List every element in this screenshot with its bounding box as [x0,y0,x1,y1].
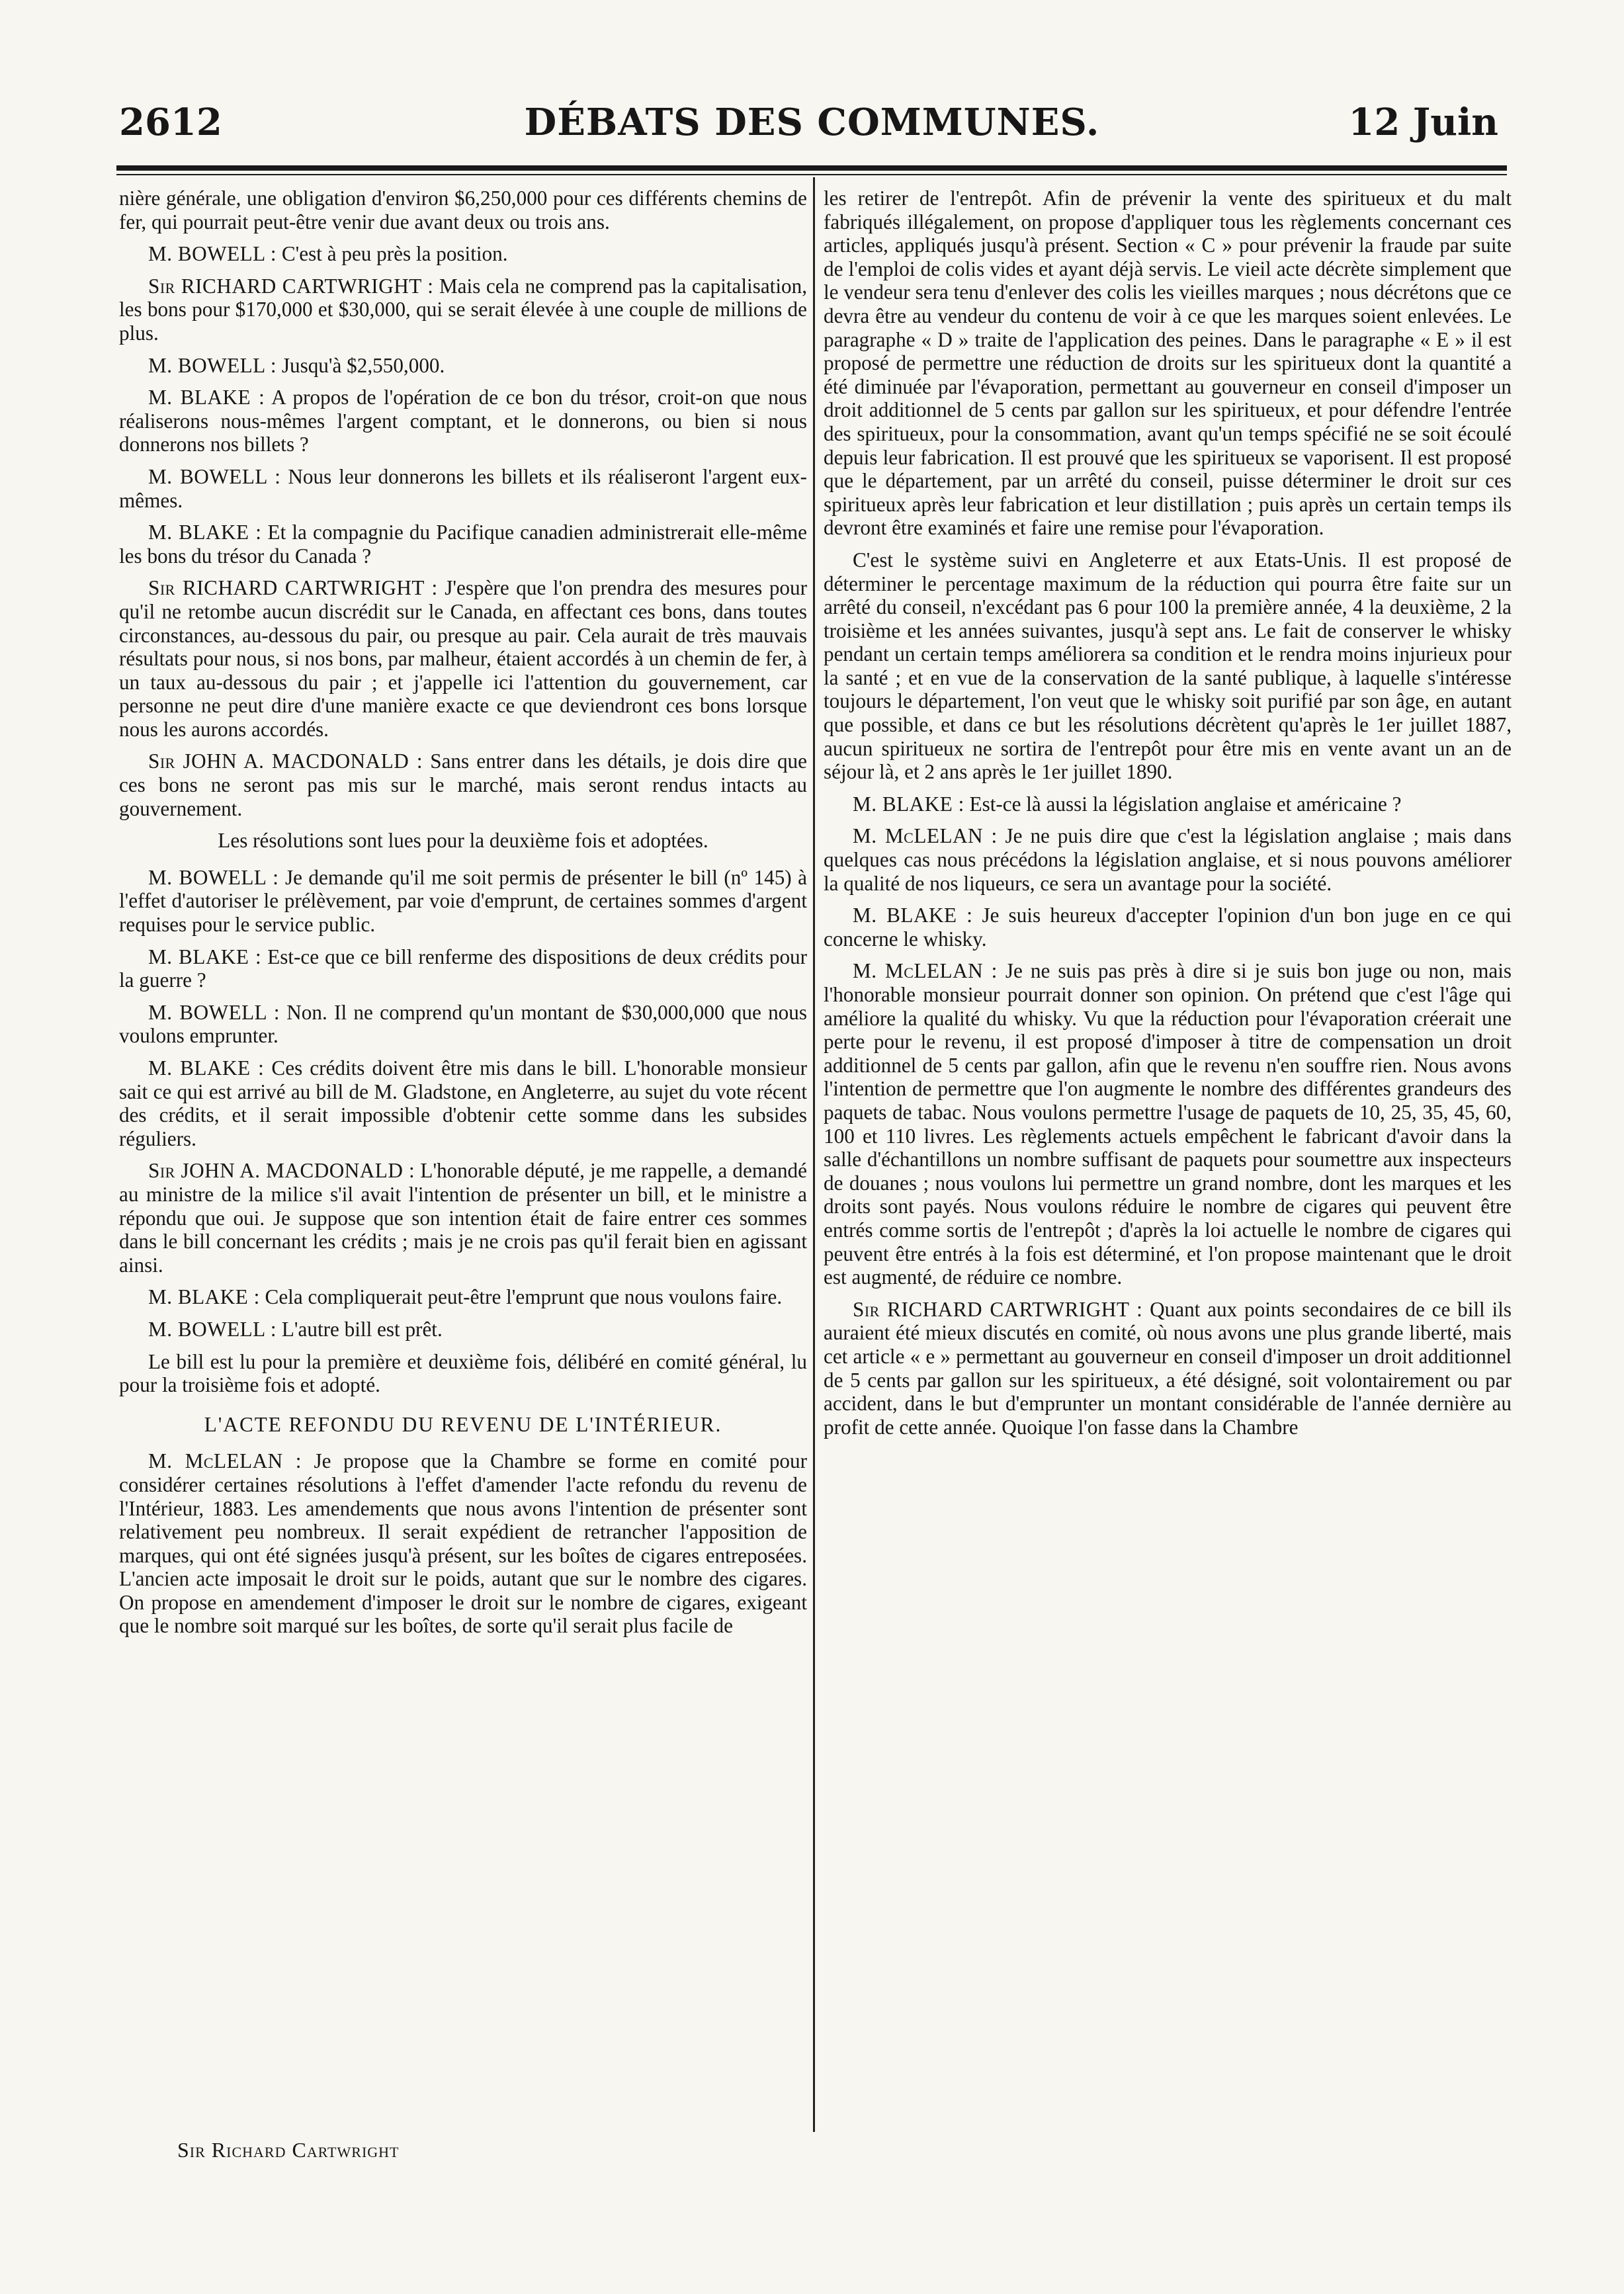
speech-text: L'honorable député, je me rappelle, a demandé au ministre de la milice s'il avait l'intention de présenter un bill, et le ministre a répondu que oui. Je suppose que son intention était de faire entrer ces sommes dans le bill concernant les crédits ; mais je ne crois pas qu'il ferait bien en agissant ainsi. [119,1159,807,1277]
column-divider [813,177,815,2132]
speech-paragraph [824,548,1512,784]
speech-text: Et la compagnie du Pacifique canadien administrerait elle-même les bons du trésor du Canada ? [119,521,808,568]
speech-text: Non. Il ne comprend qu'un montant de $30,000,000 que nous voulons emprunter. [119,1000,807,1048]
speaker-name: Sir JOHN A. MACDONALD : [148,749,423,773]
speech-paragraph [119,386,807,456]
speech-text: Je demande qu'il me soit permis de présenter le bill (nº 145) à l'effet d'autoriser le prélèvement, par voie d'emprunt, de certaines sommes d'argent requises pour le service public. [119,865,808,937]
speech-paragraph [119,945,807,992]
speech-paragraph [824,904,1512,951]
speech-paragraph [119,465,807,512]
speech-text: L'autre bill est prêt. [281,1317,443,1341]
speech-paragraph [119,1001,807,1048]
speech-paragraph [119,1159,807,1277]
speaker-name: Sir RICHARD CARTWRIGHT : [853,1297,1143,1321]
speaker-name: M. McLELAN : [148,1449,302,1473]
speech-paragraph [119,242,807,266]
speech-paragraph [119,866,807,937]
page-number: 2612 [119,101,222,144]
right-column [824,187,1512,1447]
speech-paragraph [119,1318,807,1341]
speech-text: Quant aux points secondaires de ce bill ils auraient été mieux discutés en comité, où nous avons une plus grande liberté, mais cet article « e » permettant au gouverneur en conseil d'imposer un droit additionnel de 5 cents par gallon sur les spiritueux, a été désigné, soit volontairement ou par accident, dans le but d'emprunter un montant considérable de l'année dernière au profit de cette année. Quoique l'on fasse dans la Chambre [824,1297,1512,1439]
speech-paragraph [119,187,807,234]
speaker-name: M. BLAKE : [148,521,262,544]
speaker-name: M. BOWELL : [148,464,281,488]
speaker-name: M. McLELAN : [853,824,998,848]
speech-paragraph [119,1449,807,1638]
speaker-name: Sir RICHARD CARTWRIGHT : [148,274,434,298]
speech-paragraph [119,749,807,820]
speaker-name: M. BLAKE : [148,1285,260,1309]
speech-paragraph [824,1298,1512,1439]
speech-text: Est-ce que ce bill renferme des dispositions de deux crédits pour la guerre ? [119,945,808,992]
speech-text: nière générale, une obligation d'environ $6,250,000 pour ces différents chemins de fer, qui pourrait peut-être venir due avant deux ou trois ans. [119,187,807,234]
speech-paragraph [119,521,807,568]
speech-text: Jusqu'à $2,550,000. [281,353,445,377]
speech-text: Ces crédits doivent être mis dans le bill. L'honorable monsieur sait ce qui est arrivé au bill de M. Gladstone, en Angleterre, au sujet du vote récent des crédits, et il serait impossible d'obtenir cette somme dans les subsides réguliers. [119,1056,808,1150]
speech-text: Mais cela ne comprend pas la capitalisation, les bons pour $170,000 et $30,000, qui se serait élevée à une couple de millions de plus. [119,274,807,345]
speaker-name: Sir JOHN A. MACDONALD : [148,1159,415,1183]
header-rule-thick [116,165,1507,171]
speech-paragraph [824,187,1512,540]
speech-paragraph [824,959,1512,1289]
speaker-name: M. McLELAN : [853,959,998,983]
speaker-name: M. BOWELL : [148,1000,280,1024]
catchword-footer: Sir Richard Cartwright [177,2138,400,2162]
speech-paragraph [824,792,1512,816]
page-date: 12 Juin [1348,101,1498,144]
speaker-name: M. BOWELL : [148,865,279,889]
speaker-name: Sir RICHARD CARTWRIGHT : [148,576,438,600]
speech-text: J'espère que l'on prendra des mesures pour qu'il ne retombe aucun discrédit sur le Canada, en affectant ces bons, dans toutes circonstances, au-dessous du pair, ou presque au pair. Cela aurait de très mauvais résultats pour nous, si nos bons, par malheur, étaient accordés à un chemin de fer, à un taux au-dessous du pair ; et j'appelle ici l'attention du gouvernement, car personne ne peut dire d'une manière exacte ce que deviendront ces bons lorsque nous les aurons accordés. [119,576,807,741]
speaker-name: M. BOWELL : [148,242,277,266]
speech-text: Je ne puis dire que c'est la législation anglaise ; mais dans quelques cas nous précédons la législation anglaise, et si nous pouvons améliorer la qualité de nos liqueurs, ce sera un avantage pour la société. [824,824,1512,895]
speech-paragraph [119,275,807,345]
speech-paragraph [119,576,807,741]
speech-paragraph [824,824,1512,895]
speech-text: Je ne suis pas près à dire si je suis bon juge ou non, mais l'honorable monsieur pourrait donner son opinion. On prétend que c'est l'âge qui améliore la qualité du whisky. Vu que la réduction pour l'évaporation créerait une perte pour le revenu, il est proposé d'imposer à titre de compensation un droit additionnel de 5 cents par gallon, afin que le revenu n'en souffre rien. Nous avons l'intention de permettre que l'on augmente le nombre des différentes grandeurs des paquets de tabac. Nous voulons permettre l'usage de paquets de 10, 25, 35, 45, 60, 100 et 110 livres. Les règlements actuels empêchent le fabricant d'avoir dans la salle d'échantillons un nombre suffisant de paquets pour soumettre aux inspecteurs de douanes ; nous voulons lui permettre un grand nombre, dont les marques et les droits sont payés. Nous voulons réduire le nombre de cigares qui peuvent être entrés comme sortis de l'entrepôt ; d'après la loi actuelle le nombre de cigares qui peuvent être entrés à la fois est déterminé, et l'on propose maintenant que le droit est augmenté, de réduire ce nombre. [824,959,1512,1289]
speech-text: Cela compliquerait peut-être l'emprunt que nous voulons faire. [265,1285,783,1309]
speech-text: C'est à peu près la position. [281,242,508,266]
speaker-name: M. BLAKE : [853,904,973,927]
speech-text: Le bill est lu pour la première et deuxième fois, délibéré en comité général, lu pour la troisième fois et adopté. [119,1349,807,1397]
speech-paragraph [119,354,807,378]
speech-text: Nous leur donnerons les billets et ils réaliseront l'argent eux-mêmes. [119,464,807,512]
speaker-name: M. BLAKE : [853,792,964,816]
speech-text: Sans entrer dans les détails, je dois dire que ces bons ne seront pas mis sur le marché, mais seront rendus intacts au gouvernement. [119,749,807,820]
speech-text: les retirer de l'entrepôt. Afin de prévenir la vente des spiritueux et du malt fabriqués illégalement, on propose d'appliquer tous les règlements concernant ces articles, appliqués jusqu'à présent. Section « C » pour prévenir la fraude par suite de l'emploi de colis vides et ayant déjà servis. Le vieil acte décrète simplement que le vendeur sera tenu d'enlever des colis les vieilles marques ; nous décrétons que ce devra être au vendeur du contenu de voir à ce que les marques soient enlevées. Le paragraphe « D » traite de l'application des peines. Dans le paragraphe « E » il est proposé de permettre une réduction de droits sur les spiritueux dont la quantité a été diminuée par l'évaporation, permettant au gouverneur en conseil d'imposer un droit additionnel de 5 cents par gallon sur les spiritueux, et pour défendre l'entrée des spiritueux, pour la consommation, avant qu'un temps spécifié ne se soit écoulé depuis leur fabrication. Il est prouvé que les spiritueux se vaporisent. Il est proposé que le département, par un arrêté du conseil, puisse déterminer le droit sur ces spiritueux après leur fabrication et leur distillation ; puis après un certain temps ils devront être examinés et faire une remise pour l'évaporation. [824,187,1512,540]
speech-paragraph [119,1350,807,1397]
speech-text: A propos de l'opération de ce bon du trésor, croit-on que nous réaliserons nous-mêmes l'argent comptant, et le donnerons, ou bien si nous donnerons nos billets ? [119,386,808,456]
procedural-note: Les résolutions sont lues pour la deuxième fois et adoptées. [218,829,708,853]
speaker-name: M. BOWELL : [148,1317,277,1341]
speaker-name: M. BLAKE : [148,945,262,968]
speech-text: Je propose que la Chambre se forme en comité pour considérer certaines résolutions à l'effet d'amender l'acte refondu du revenu de l'Intérieur, 1883. Les amendements que nous avons l'intention de présenter sont relativement peu nombreux. Il serait expédient de retrancher l'apposition de marques, qui ont été signées jusqu'à présent, sur les boîtes de cigares entreposées. L'ancien acte imposait le droit sur le poids, autant que sur le nombre des cigares. On propose en amendement d'imposer le droit sur le nombre de cigares, exigeant que le nombre soit marqué sur les boîtes, de sorte qu'il serait plus facile de [119,1449,808,1638]
speech-text: Est-ce là aussi la législation anglaise et américaine ? [969,792,1402,816]
speech-paragraph [119,1056,807,1150]
speaker-name: M. BLAKE : [148,386,265,409]
left-column [119,187,807,1646]
header-rule-thin [116,174,1507,175]
speaker-name: M. BOWELL : [148,353,277,377]
speech-text: C'est le système suivi en Angleterre et aux Etats-Unis. Il est proposé de déterminer le percentage maximum de la réduction qui pourra être faite sur un arrêté du conseil, n'excédant pas 6 pour 100 la première année, 4 la deuxième, 2 la troisième et les années suivantes, jusqu'à sept ans. Le fait de conserver le whisky pendant un certain temps améliorera sa condition et le rendra moins injurieux pour la santé ; et en vue de la conservation de la santé publique, à laquelle s'intéresse toujours le département, l'on veut que le whisky soit purifié par son âge, en autant que possible, et dans ce but les résolutions décrètent qu'après le 1er juillet 1887, aucun spiritueux ne sortira de l'entrepôt pour être mis en vente avant un an de séjour là, et 2 ans après le 1er juillet 1890. [824,548,1512,784]
section-heading: L'ACTE REFONDU DU REVENU DE L'INTÉRIEUR. [204,1412,722,1436]
page-title: DÉBATS DES COMMUNES. [524,101,1100,144]
speech-paragraph [119,1285,807,1309]
speaker-name: M. BLAKE : [148,1056,265,1080]
speech-text: Je suis heureux d'accepter l'opinion d'un bon juge en ce qui concerne le whisky. [824,904,1512,951]
